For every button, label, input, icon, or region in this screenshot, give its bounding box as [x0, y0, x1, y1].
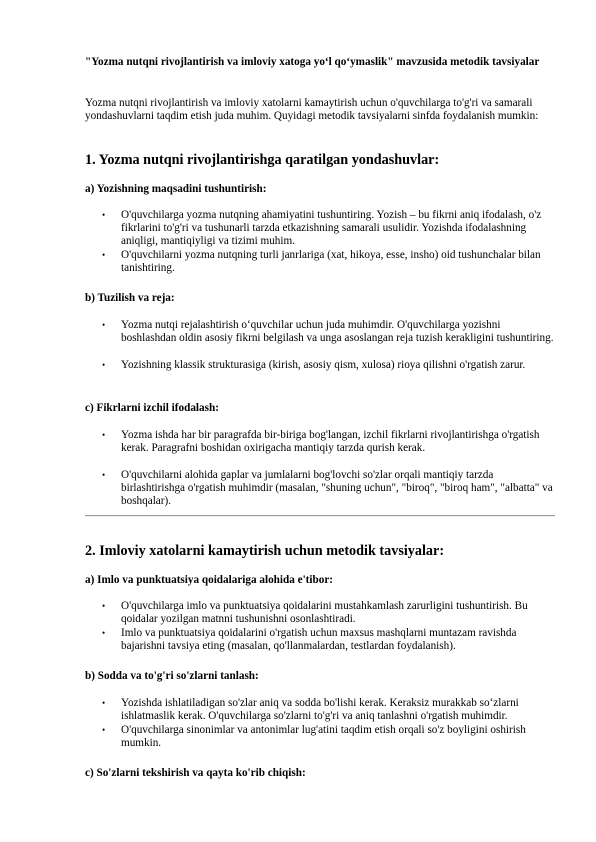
list-item: O'quvchilarga yozma nutqning ahamiyatini tushuntiring. Yozish – bu fikrni aniq ifodalash, o'z fikrlarini to'g'ri va tushunarli tarzda etkazishning samarali usulidir. Yozishda ifodalashning aniqligi, mantiqiyligi va tizimi muhim.: [121, 209, 542, 248]
bullet-icon: •: [102, 210, 106, 220]
horizontal-divider: [85, 515, 555, 517]
bullet-icon: •: [102, 725, 106, 735]
intro-paragraph: Yozma nutqni rivojlantirish va imloviy xatolarni kamaytirish uchun o'quvchilarga to'g'ri va samarali yondashuvlarni taqdim etish juda muhim. Quyidagi metodik tavsiyalarni sinfda foydalanish mumkin:: [85, 97, 539, 123]
bullet-icon: •: [102, 628, 106, 638]
list-item: O'quvchilarga sinonimlar va antonimlar lug'atini taqdim etish orqali so'z boyligini oshirish mumkin.: [121, 724, 526, 750]
section-2c-heading: c) So'zlarni tekshirish va qayta ko'rib chiqish:: [85, 767, 306, 779]
list-item: Imlo va punktuatsiya qoidalarini o'rgatish uchun maxsus mashqlarni muntazam ravishda bajarishni tavsiya eting (masalan, qo'llanmalardan, testlardan foydalanish).: [121, 627, 517, 653]
bullet-icon: •: [102, 470, 106, 480]
list-item: Yozishda ishlatiladigan so'zlar aniq va sodda bo'lishi kerak. Keraksiz murakkab so‘zlarni ishlatmaslik kerak. O'quvchilarga so'zlarni to'g'ri va aniq tanlashni o'rgatish muhimdir.: [121, 697, 519, 723]
bullet-icon: •: [102, 698, 106, 708]
section-2a-heading: a) Imlo va punktuatsiya qoidalariga alohida e'tibor:: [85, 574, 334, 586]
bullet-icon: •: [102, 250, 106, 260]
list-item: Yozma nutqi rejalashtirish o‘quvchilar uchun juda muhimdir. O'quvchilarga yozishni boshlashdan oldin asosiy fikrni belgilash va unga asoslangan reja tuzish kerakligini tushuntiring.: [121, 319, 554, 345]
bullet-icon: •: [102, 601, 106, 611]
bullet-icon: •: [102, 430, 106, 440]
list-item: Yozma ishda har bir paragrafda bir-biriga bog'langan, izchil fikrlarni rivojlantirishga o'rgatish kerak. Paragrafni boshidan oxirigacha mantiqiy tarzda qurish kerak.: [121, 429, 540, 455]
document-title: "Yozma nutqni rivojlantirish va imloviy xatoga yo‘l qo‘ymaslik" mavzusida metodik tavsiyalar: [85, 56, 540, 68]
section-2-heading: 2. Imloviy xatolarni kamaytirish uchun metodik tavsiyalar:: [85, 543, 445, 559]
list-item: O'quvchilarni alohida gaplar va jumlalarni bog'lovchi so'zlar orqali mantiqiy tarzda birlashtirishga o'rgatish muhimdir (masalan, "shuning uchun", "biroq", "biroq ham", "albatta" va boshqalar).: [121, 469, 553, 508]
list-item: O'quvchilarni yozma nutqning turli janrlariga (xat, hikoya, esse, insho) oid tushunchalar bilan tanishtiring.: [121, 249, 541, 275]
bullet-icon: •: [102, 320, 106, 330]
section-1c-heading: c) Fikrlarni izchil ifodalash:: [85, 402, 219, 414]
list-item: O'quvchilarga imlo va punktuatsiya qoidalarini mustahkamlash zarurligini tushuntirish. Bu qoidalar yozilgan matnni tushunishni osonlashtiradi.: [121, 600, 528, 626]
section-1a-heading: a) Yozishning maqsadini tushuntirish:: [85, 183, 267, 195]
section-1-heading: 1. Yozma nutqni rivojlantirishga qaratilgan yondashuvlar:: [85, 152, 440, 168]
section-1b-heading: b) Tuzilish va reja:: [85, 292, 175, 304]
list-item: Yozishning klassik strukturasiga (kirish, asosiy qism, xulosa) rioya qilishni o'rgatish zarur.: [121, 359, 526, 371]
bullet-icon: •: [102, 360, 106, 370]
section-2b-heading: b) Sodda va to'g'ri so'zlarni tanlash:: [85, 670, 259, 682]
